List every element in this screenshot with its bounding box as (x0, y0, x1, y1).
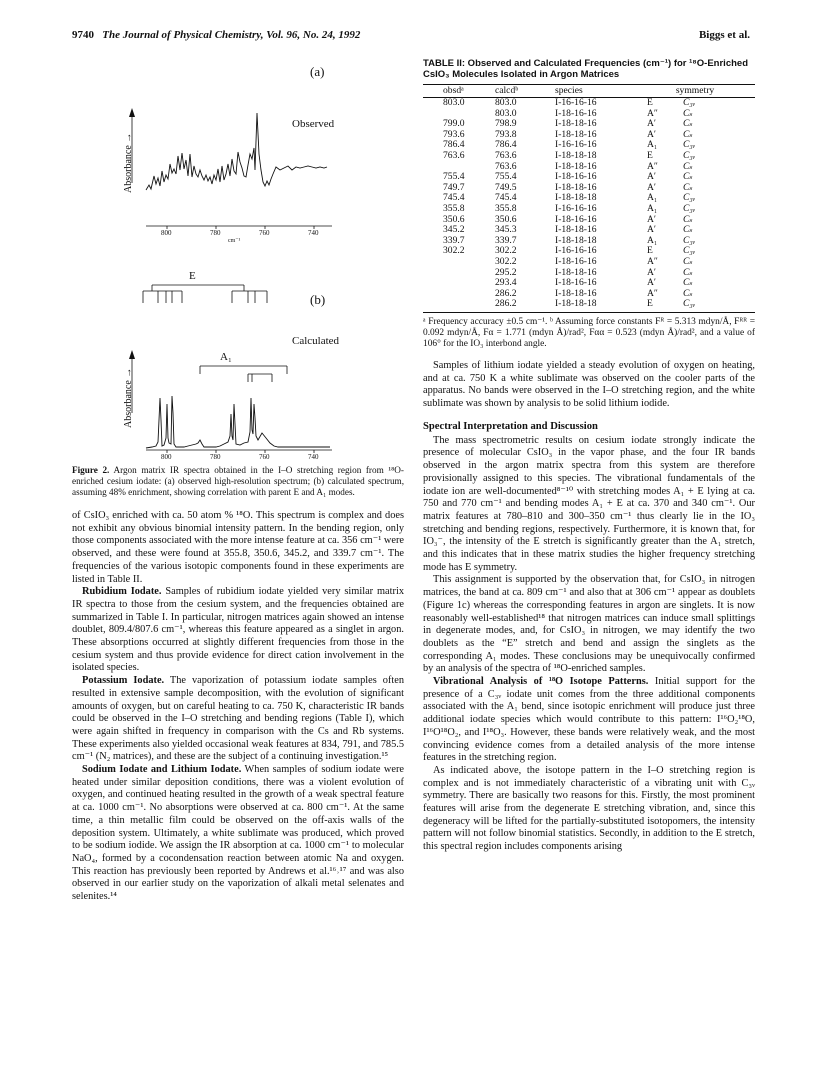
cell-mode: A′ (647, 224, 657, 236)
figure-spectra (72, 58, 404, 463)
vibrational-paragraph (423, 676, 755, 765)
cell-obsd (423, 257, 495, 268)
cell-point-group: Cₛ (683, 160, 693, 172)
header-left (72, 29, 360, 41)
cell-species: I-16-16-16 (555, 245, 597, 257)
cell-calcd: 339.7 (495, 234, 517, 246)
unit-a: cm⁻¹ (228, 238, 241, 244)
cell-species: I-18-18-16 (555, 224, 597, 236)
figure-caption (72, 465, 404, 498)
cell-species: I-18-18-18 (555, 234, 597, 246)
cell-species: I-18-18-18 (555, 192, 597, 204)
figure-2 (72, 58, 404, 463)
cell-calcd: 749.5 (495, 181, 517, 193)
col-species: species (555, 85, 583, 96)
cell-obsd: 799.0 (443, 118, 465, 130)
table-row (423, 204, 755, 215)
cell-obsd: 803.0 (443, 97, 465, 108)
cell-obsd: 755.4 (443, 171, 465, 183)
cell-point-group: C₃ᵥ (683, 234, 696, 246)
cell-calcd: 786.4 (495, 139, 517, 151)
cell-obsd: 749.7 (443, 181, 465, 193)
tick-a-780: 780 (210, 229, 221, 237)
cell-mode: A₁ (647, 139, 658, 151)
cell-mode: E (647, 298, 653, 310)
cell-point-group: Cₛ (683, 213, 693, 225)
rubidium-text: Samples of rubidium iodate yielded very similar matrix IR spectra to those from the cesium system, and the frequencies obtained are summarized in Table I. In particular, nitrogen matrices again showed an intense doublet, 809.4/807.6 cm⁻¹, whereas this feature appeared as a singlet in argon. These absorptions occurred at slightly different frequencies from those in the cesium system and thus provide evidence for direct cation involvement in the isolated species. (72, 586, 404, 674)
e-mode-label: E (189, 270, 196, 282)
cell-obsd: 345.2 (443, 224, 465, 236)
col-calcd: calcdᵇ (495, 85, 519, 96)
cell-species: I-18-16-16 (555, 255, 597, 267)
table-row (423, 151, 755, 162)
tick-a-800: 800 (161, 229, 172, 237)
tick-a-740: 740 (308, 229, 319, 237)
left-column (72, 58, 404, 904)
cell-point-group: Cₛ (683, 107, 693, 119)
section-heading: Spectral Interpretation and Discussion (423, 420, 598, 432)
cell-species: I-18-16-16 (555, 277, 597, 289)
cell-mode: A′ (647, 266, 657, 278)
cell-obsd: 786.4 (443, 139, 465, 151)
y-label-b: Absorbance → (123, 367, 134, 428)
cell-species: I-18-18-16 (555, 181, 597, 193)
cell-obsd: 763.6 (443, 149, 465, 161)
cell-species: I-16-16-16 (555, 202, 597, 214)
cell-point-group: C₃ᵥ (683, 149, 696, 161)
cell-mode: A′ (647, 118, 657, 130)
cell-point-group: Cₛ (683, 255, 693, 267)
cell-obsd: 350.6 (443, 213, 465, 225)
right-paragraph-3: This assignment is supported by the observation that, for CsIO₃ in nitrogen matrices, the band at ca. 809 cm⁻¹ and also that at 306 cm⁻¹ appear as doublets (Figure 1c) whereas the corresponding features in argon are singlets. It is now reasonably well-established¹⁸ that nitrogen matrices can induce small splittings in degenerate modes, and, for CsIO₃ in nitrogen, we may identify the two doublets as the “E” stretch and bend and assign the singlets as the corresponding A₁ modes. These conclusions may be unequivocally confirmed by an analysis of the spectra of ¹⁸O-enriched samples. (423, 574, 755, 675)
cell-mode: A′ (647, 128, 657, 140)
cell-calcd: 763.6 (495, 149, 517, 161)
table-title: TABLE II: Observed and Calculated Frequencies (cm⁻¹) for ¹⁸O-Enriched CsIO₃ Molecules Isolated in Argon Matrices (423, 58, 748, 80)
caption-head: Figure 2. (72, 465, 110, 475)
cell-calcd: 803.0 (495, 107, 517, 119)
cell-point-group: C₃ᵥ (683, 245, 696, 257)
sodium-lithium-paragraph (72, 764, 404, 904)
cell-mode: A′ (647, 171, 657, 183)
right-column (423, 58, 755, 854)
journal-name: The Journal of Physical Chemistry, Vol. 96, No. 24, 1992 (102, 29, 361, 41)
cell-mode: A′ (647, 277, 657, 289)
col-symmetry: symmetry (675, 85, 715, 96)
cell-obsd (423, 268, 495, 279)
cell-obsd: 745.4 (443, 192, 465, 204)
cell-mode: A₁ (647, 202, 658, 214)
calculated-label: Calculated (292, 335, 340, 347)
cell-point-group: Cₛ (683, 277, 693, 289)
cell-calcd: 350.6 (495, 213, 517, 225)
cell-mode: A″ (647, 160, 658, 172)
cell-obsd: 339.7 (443, 234, 465, 246)
page-number: 9740 (72, 29, 94, 41)
cell-point-group: Cₛ (683, 181, 693, 193)
cell-calcd: 302.2 (495, 245, 517, 257)
potassium-text: The vaporization of potassium iodate samples often resulted in extensive sample decomposition, with the evolution of significant amounts of oxygen, but on careful heating to ca. 750 K, characteristic IR bands could be observed in the I–O stretching and bending regions (Table I), which were again shifted in frequency in comparison with the Cs and Rb systems. These experiments also yielded occasional weak features at 834, 791, and 785.5 cm⁻¹ (N₂ matrices), and these are the subject of a continuing investigation.¹⁵ (72, 675, 404, 763)
cell-calcd: 295.2 (495, 266, 517, 278)
cell-species: I-18-16-16 (555, 107, 597, 119)
cell-mode: A₁ (647, 192, 658, 204)
panel-a-label: (a) (310, 64, 325, 79)
cell-species: I-18-16-16 (555, 213, 597, 225)
observed-label: Observed (292, 118, 335, 130)
a1-correlation-bracket (200, 366, 287, 382)
rubidium-heading: Rubidium Iodate. (82, 586, 162, 598)
cell-calcd: 293.4 (495, 277, 517, 289)
cell-species: I-18-18-16 (555, 266, 597, 278)
tick-a-760: 760 (259, 229, 270, 237)
vibrational-heading: Vibrational Analysis of ¹⁸O Isotope Patterns. (433, 676, 649, 688)
cell-obsd: 355.8 (443, 202, 465, 214)
cell-species: I-18-18-18 (555, 298, 597, 310)
col-obsd: obsdᵃ (443, 85, 464, 96)
cell-mode: A₁ (647, 234, 658, 246)
tick-b-780: 780 (210, 453, 221, 461)
page-header (72, 29, 750, 45)
cell-mode: A′ (647, 181, 657, 193)
cell-point-group: Cₛ (683, 287, 693, 299)
cell-obsd (423, 299, 495, 310)
cell-point-group: Cₛ (683, 128, 693, 140)
cell-mode: A″ (647, 107, 658, 119)
cell-point-group: Cₛ (683, 224, 693, 236)
cell-species: I-18-18-16 (555, 160, 597, 172)
tick-b-800: 800 (161, 453, 172, 461)
sodium-lithium-heading: Sodium Iodate and Lithium Iodate. (82, 764, 242, 776)
cell-point-group: Cₛ (683, 171, 693, 183)
cell-species: I-18-16-16 (555, 171, 597, 183)
table-row (423, 257, 755, 268)
cell-point-group: C₃ᵥ (683, 298, 696, 310)
cell-point-group: C₃ᵥ (683, 192, 696, 204)
table-footnote: ᵃ Frequency accuracy ±0.5 cm⁻¹. ᵇ Assuming force constants Fᴿ = 5.313 mdyn/Å, Fᴿᴿ = 0.092 mdyn/Å, Fα = 1.771 (mdyn Å)/rad², Fαα = 0.523 (mdyn Å)/rad², and a value of 106° for the IO₃ interbond angle. (423, 316, 755, 349)
table-body (423, 98, 755, 310)
sodium-lithium-text: When samples of sodium iodate were heated under similar deposition conditions, there was a violent evolution of oxygen, and continued heating resulted in the growth of a weak spectral feature at ca. 1000 cm⁻¹. No absorptions were observed at ca. 800 cm⁻¹. At the same time, a thin metallic film could be observed on the off-axis walls of the deposition system. Ultimately, a white sublimate was produced, which proved to be sodium iodide. We assign the IR absorption at ca. 1000 cm⁻¹ to molecular NaO₄, formed by a cocondensation reaction between atomic Na and oxygen. This reaction has previously been reported by Andrews et al.¹⁶˒¹⁷ and was also observed in our earlier study on the vaporization of alkali metal selenates and selenites.¹⁴ (72, 764, 404, 903)
cell-point-group: C₃ᵥ (683, 202, 696, 214)
cell-calcd: 286.2 (495, 298, 517, 310)
cell-calcd: 798.9 (495, 118, 517, 130)
left-paragraph-1: of CsIO₃ enriched with ca. 50 atom % ¹⁸O. This spectrum is complex and does not exhibit any obvious binomial intensity pattern. In the bending region, only those components associated with the more intense feature at ca. 356 cm⁻¹ were observed, and these were found at 355.8, 350.6, 345.2, and 339.7 cm⁻¹. The frequencies of the various isotopic components found in these experiments are listed in Table II. (72, 510, 404, 585)
cell-mode: E (647, 149, 653, 161)
frequency-table (423, 84, 755, 310)
cell-calcd: 745.4 (495, 192, 517, 204)
calculated-spectrum-trace (146, 396, 330, 448)
right-paragraph-1: Samples of lithium iodate yielded a steady evolution of oxygen on heating, and at ca. 750 K a white sublimate was observed on the cooler parts of the apparatus. No bands were observed in the I–O stretching region, and the white sublimate was shown by analysis to be solid lithium iodide. (423, 359, 755, 409)
cell-species: I-18-18-16 (555, 128, 597, 140)
cell-mode: E (647, 245, 653, 257)
cell-calcd: 302.2 (495, 255, 517, 267)
cell-point-group: Cₛ (683, 266, 693, 278)
cell-species: I-18-18-16 (555, 287, 597, 299)
cell-calcd: 345.3 (495, 224, 517, 236)
cell-mode: A″ (647, 287, 658, 299)
right-paragraph-5: As indicated above, the isotope pattern in the I–O stretching region is complex and is not immediately characteristic of a vibrating unit with C₃ᵥ symmetry. There are basically two reasons for this. Firstly, the most prominent features will arise from the degenerate E stretching vibration, and, since this degeneracy will be lifted for the partially-substituted isotopomers, the intensity pattern will not follow binomial statistics. Secondly, in addition to the E stretch, this spectral region includes components arising (423, 764, 755, 853)
cell-species: I-18-18-18 (555, 149, 597, 161)
vibrational-text: Initial support for the presence of a C₃ᵥ iodate unit comes from the three additional components associated with the A₁ bend, since isotopic enrichment will produce just three additional iodate species which would contribute to this pattern: I¹⁶O₂¹⁸O, I¹⁶O¹⁸O₂, and I¹⁸O₃. However, these bands were relatively weak, and the most convincing evidence comes from a detailed analysis of the more intense features in the stretching region. (423, 676, 755, 764)
cell-calcd: 355.8 (495, 202, 517, 214)
cell-obsd: 793.6 (443, 128, 465, 140)
cell-calcd: 286.2 (495, 287, 517, 299)
cell-calcd: 763.6 (495, 160, 517, 172)
cell-mode: E (647, 97, 653, 108)
cell-calcd: 755.4 (495, 171, 517, 183)
tick-b-740: 740 (308, 453, 319, 461)
cell-species: I-16-16-16 (555, 139, 597, 151)
cell-point-group: C₃ᵥ (683, 97, 696, 108)
cell-calcd: 793.8 (495, 128, 517, 140)
cell-mode: A′ (647, 213, 657, 225)
cell-obsd (423, 278, 495, 289)
right-paragraph-2: The mass spectrometric results on cesium iodate strongly indicate the presence of molecular CsIO₃ in the vapor phase, and the four IR bands observed in the argon matrix spectra from this system are therefore provisionally assigned to this species. The vibrational fundamentals of the iodate ion are well-documented⁸⁻¹⁰ with stretching modes A₁ + E lying at ca. 750 and 770 cm⁻¹ and bending modes A₁ + E at ca. 370 and 340 cm⁻¹. Our matrix features at 780–810 and 300–350 cm⁻¹ thus clearly lie in the IO₃ stretching and bending regions, respectively. Furthermore, it is known that, for IO₃⁻, the intensity of the E stretch is significantly greater than the A₁ stretch, and this indicates that in these matrix studies the higher frequency stretching mode has E symmetry. (423, 434, 755, 573)
caption-text: Argon matrix IR spectra obtained in the I–O stretching region from ¹⁸O-enriched cesium iodate: (a) observed high-resolution spectrum; (b) calculated spectrum, assuming 48% enrichment, showing correlation with parent E and A₁ modes. (72, 465, 404, 497)
e-correlation-bracket (143, 285, 267, 303)
cell-mode: A″ (647, 255, 658, 267)
cell-species: I-16-16-16 (555, 97, 597, 108)
panel-b-label: (b) (310, 292, 326, 307)
potassium-paragraph (72, 675, 404, 764)
y-label-a: Absorbance → (123, 132, 134, 193)
table-row (423, 299, 755, 310)
cell-obsd (423, 289, 495, 300)
tick-b-760: 760 (259, 453, 270, 461)
cell-point-group: C₃ᵥ (683, 139, 696, 151)
cell-species: I-18-18-16 (555, 118, 597, 130)
a1-mode-label: A₁ (220, 351, 232, 363)
cell-point-group: Cₛ (683, 118, 693, 130)
table-row (423, 98, 755, 109)
cell-calcd: 803.0 (495, 97, 517, 108)
header-authors: Biggs et al. (698, 29, 750, 41)
rubidium-paragraph (72, 586, 404, 675)
cell-obsd: 302.2 (443, 245, 465, 257)
potassium-heading: Potassium Iodate. (82, 675, 165, 687)
